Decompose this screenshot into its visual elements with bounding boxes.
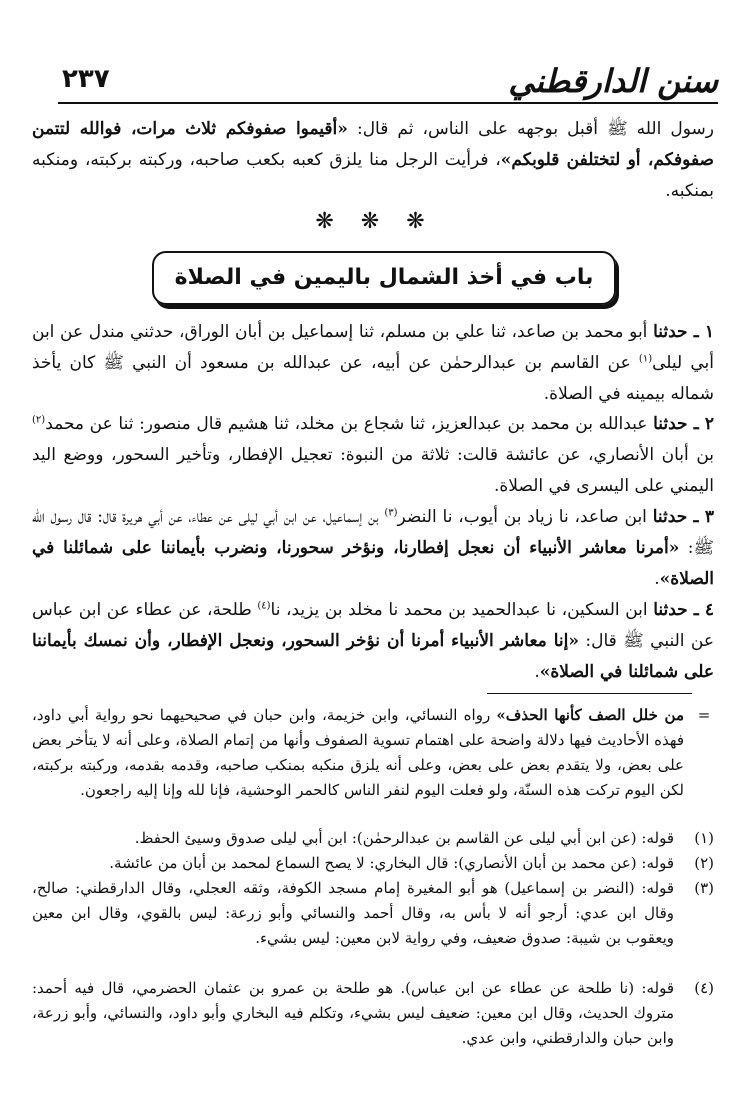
hadith-end: . xyxy=(534,662,540,682)
hadith-1 xyxy=(32,317,714,410)
footnote-ref[interactable]: (١) xyxy=(638,353,653,365)
footnote-text: قوله: (النضر بن إسماعيل) هو أبو المغيرة إمام مسجد الكوفة، وثقه العجلي، وقال الدارقطني: صالح، وقال ابن عدي: أرجو أنه لا بأس به، وقال أحمد والنسائي وأبو زرعة: ليس بالقوي، وقال ابن معين ويعقوب بن شيبة: صدوق ضعيف، وفي رواية لابن معين: ليس بشيء. xyxy=(32,879,674,947)
footnote-text: قوله: (نا طلحة عن عطاء عن ابن عباس). هو طلحة بن عمرو بن عثمان الحضرمي، قال فيه أحمد: متروك الحديث، وقال ابن معين: ضعيف ليس بشيء، وتكلم فيه البخاري وأبو داود، والنسائي، وأبو زرعة، وابن حبان والدارقطني، وابن عدي. xyxy=(32,979,674,1047)
hadith-lead: ٢ ـ حدثنا xyxy=(653,414,714,434)
hadith-4 xyxy=(32,595,714,688)
hadith-text-cont: بن إسماعيل، عن ابن أبي ليلى عن عطاء، عن أبي هريرة قال: قال رسول الله ﷺ: xyxy=(32,507,714,558)
hadith-end: . xyxy=(654,569,660,589)
intro-quote: «أقيموا صفوفكم ثلاث مرات، فوالله لتتمن صفوفكم، أو لتختلفن قلوبكم» xyxy=(32,119,714,170)
hadith-text: عبدالله بن محمد بن عبدالعزيز، ثنا شجاع بن مخلد، ثنا هشيم قال منصور: ثنا عن محمد xyxy=(45,414,654,434)
hadith-text-cont: بن أبان الأنصاري، عن عائشة قالت: ثلاثة من النبوة: تعجيل الإفطار، وتأخير السحور، ووضع اليد اليمني على اليسرى في الصلاة. xyxy=(32,445,714,496)
hadith-quote: «إنا معاشر الأنبياء أمرنا أن نؤخر السحور، ونعجل الإفطار، وأن نمسك بأيماننا على شمائلنا في الصلاة» xyxy=(32,631,714,682)
footnote-number: (٤) xyxy=(694,979,714,997)
page-number: ٢٣٧ xyxy=(62,64,110,94)
section-separator: ❋ ❋ ❋ xyxy=(315,209,435,234)
footnote-number: (١) xyxy=(694,829,714,847)
continuation-bold: من خلل الصف كأنها الحذف» xyxy=(496,706,684,724)
footnote-number: (٢) xyxy=(694,854,714,872)
footnote-ref[interactable]: (٤) xyxy=(257,600,271,612)
hadith-quote: «أمرنا معاشر الأنبياء أن نعجل إفطارنا، ونؤخر سحورنا، ونضرب بأيماننا على شمائلنا في الصلاة» xyxy=(32,538,714,589)
footnote-text: قوله: (عن محمد بن أبان الأنصاري): قال البخاري: لا يصح السماع لمحمد بن أبان من عائشة. xyxy=(109,854,674,872)
footnote-ref[interactable]: (٣) xyxy=(384,507,398,519)
footnote-2 xyxy=(32,851,714,876)
hadith-text-cont: طلحة، عن عطاء عن ابن عباس عن النبي ﷺ قال: xyxy=(32,600,714,651)
hadith-text-cont: عن القاسم بن عبدالرحمٰن عن أبيه، عن عبدالله بن مسعود أن النبي ﷺ كان يأخذ شماله بيمينه في الصلاة. xyxy=(32,353,714,404)
intro-text: رسول الله ﷺ أقبل بوجهه على الناس، ثم قال: xyxy=(347,119,714,139)
hadith-lead: ٤ ـ حدثنا xyxy=(653,600,714,620)
footnote-3 xyxy=(32,876,714,951)
intro-paragraph xyxy=(32,114,714,207)
intro-end: ، فرأيت الرجل منا يلزق كعبه بكعب صاحبه، وركبته بركبته، ومنكبه بمنكبه. xyxy=(32,150,714,201)
footnote-4 xyxy=(32,976,714,1051)
footnote-number: (٣) xyxy=(694,879,714,897)
footnote-text: قوله: (عن ابن أبي ليلى عن القاسم بن عبدالرحمٰن): ابن أبي ليلى صدوق وسيئ الحفظ. xyxy=(134,829,674,847)
header-rule xyxy=(58,102,718,104)
hadith-text: ابن صاعد، نا زياد بن أيوب، نا النضر xyxy=(397,507,653,527)
page-header xyxy=(58,58,718,108)
hadith-text: ابن السكين، نا عبدالحميد بن محمد نا مخلد بن يزيد، نا xyxy=(270,600,654,620)
continuation-mark: = xyxy=(697,706,711,724)
chapter-title-box: باب في أخذ الشمال باليمين في الصلاة xyxy=(152,251,616,305)
footnote-ref[interactable]: (٢) xyxy=(32,414,46,426)
hadith-text: أبو محمد بن صاعد، ثنا علي بن مسلم، ثنا إسماعيل بن أبان الوراق، حدثني مندل عن ابن أبي ليلى xyxy=(32,322,714,373)
footnote-1 xyxy=(32,826,714,851)
continuation-text: رواه النسائي، وابن خزيمة، وابن حبان في صحيحيهما نحو رواية أبي داود، فهذه الأحاديث فيها دلالة واضحة على اهتمام تسوية الصفوف وأنها من إتمام الصلاة، وعلى أنه لا يتأخر بعض على بعض، ولا يتقدم بعض على بعض، وعلى أنه يلزق منكبه بمنكب صاحبه، وقدمه بقدمه، وركبته بركبته، لكن اليوم تركت هذه السنّة، ولو فعلت اليوم لنفر الناس كالحمر الوحشية، فإنا لله وإنا إليه راجعون. xyxy=(32,706,684,799)
hadith-lead: ١ ـ حدثنا xyxy=(653,322,714,342)
hadith-lead: ٣ ـ حدثنا xyxy=(652,507,714,527)
footnote-divider xyxy=(487,693,692,694)
book-title: سنن الدارقطني xyxy=(508,62,718,100)
footnote-continuation xyxy=(32,703,714,803)
hadith-2 xyxy=(32,409,714,502)
hadith-3 xyxy=(32,502,714,595)
